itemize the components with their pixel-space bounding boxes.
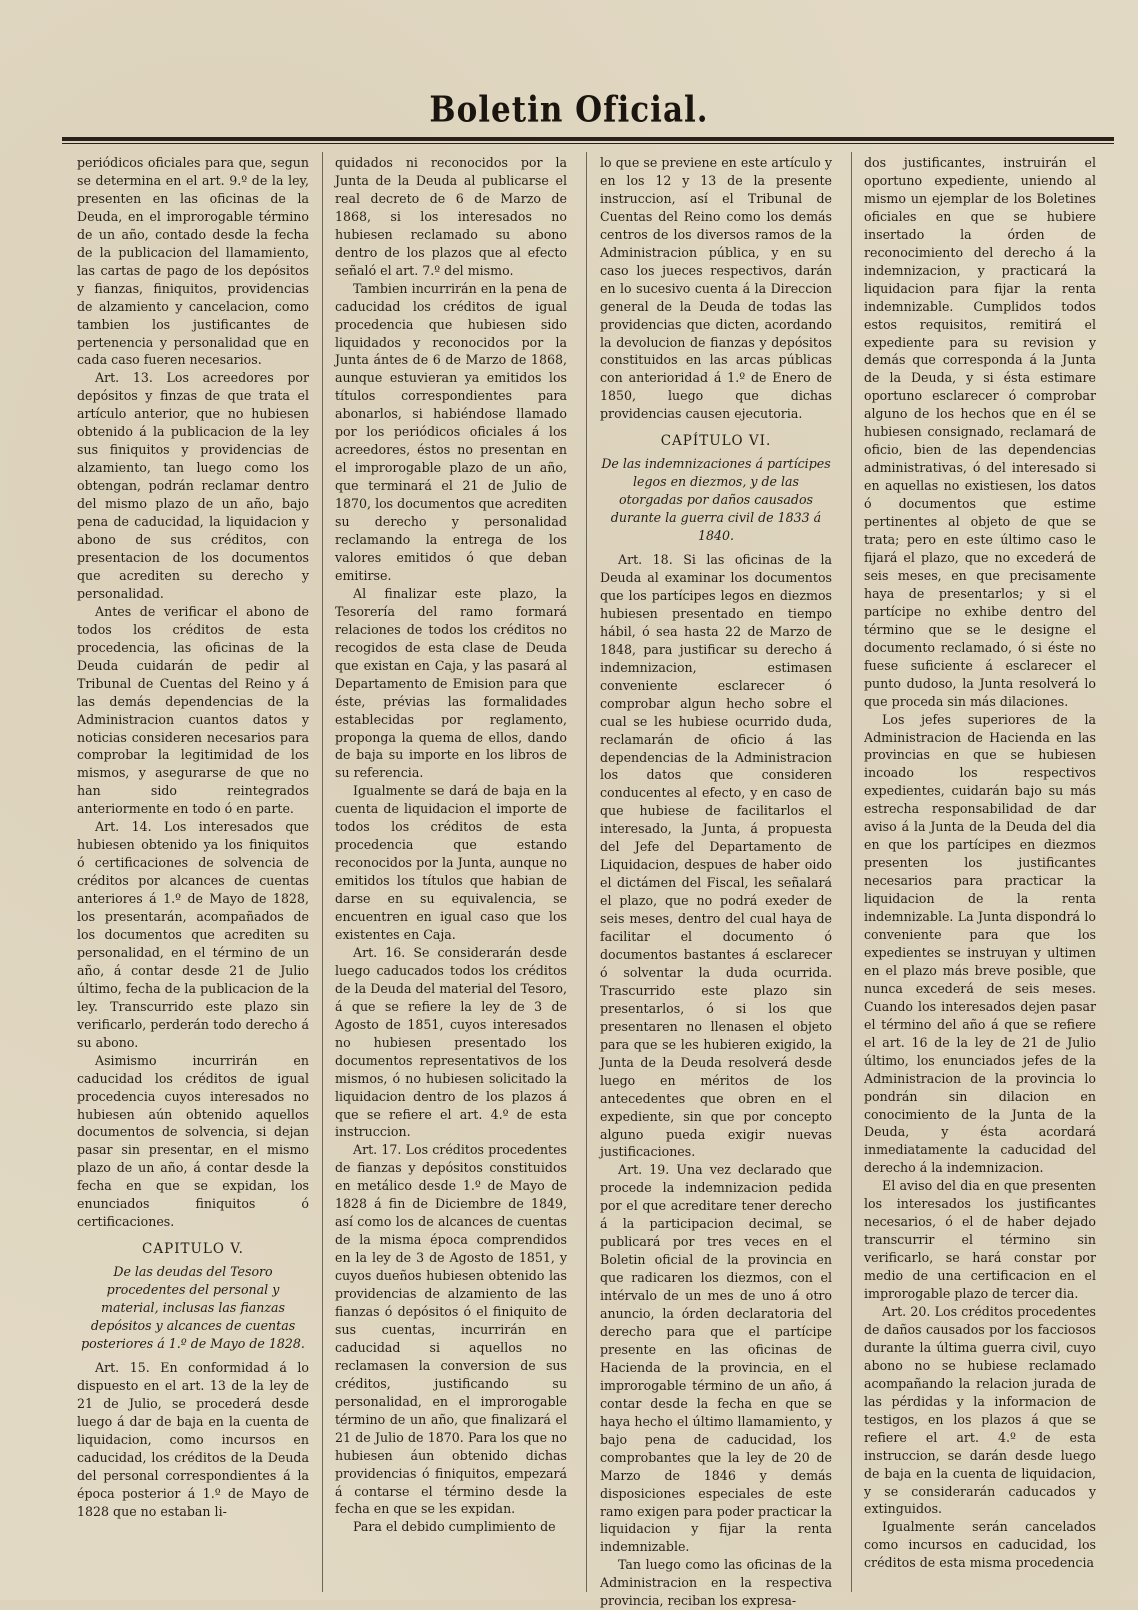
text-column-1 — [77, 154, 309, 1594]
column-divider — [851, 152, 852, 1592]
chapter-heading: CAPITULO V. — [142, 1241, 244, 1258]
paragraph: Al finalizar este plazo, la Tesorería del ramo formará relaciones de todos los créditos no recogidos de esta clase de Deuda que existan en Caja, y las pasará al Departamento de Emision para que éste, prévias las formalidades establecidas por reglamento, proponga la quema de ellos, dando de baja su importe en los libros de su referencia. — [335, 585, 567, 781]
paragraph: Tan luego como las oficinas de la Administracion en la respectiva provincia, reciban los expresa- — [600, 1557, 832, 1609]
chapter-subtitle: De las indemnizaciones á partícipes legos en diezmos, y de las otorgadas por daños causados durante la guerra civil de 1833 á 1840. — [601, 456, 831, 544]
paragraph: El aviso del dia en que presenten los interesados los justificantes necesarios, ó el de haber dejado transcurrir el término sin verificarlo, se hará constar por medio de una certificacion en el improrogable plazo de tercer dia. — [864, 1178, 1096, 1302]
text-column-2 — [335, 154, 567, 1594]
paragraph: lo que se previene en este artículo y en los 12 y 13 de la presente instruccion, así el Tribunal de Cuentas del Reino como los demás centros de los diversos ramos de la Administracion pública, y en su caso los jueces respectivos, darán en lo sucesivo cuenta á la Direccion general de la Deuda de todas las providencias que dicten, acordando la devolucion de fianzas y depósitos constituidos en las arcas públicas con anterioridad á 1.º de Enero de 1850, luego que dichas providencias causen ejecutoria. — [600, 155, 832, 422]
masthead-rule-thin — [62, 143, 1114, 144]
paragraph: Art. 16. Se considerarán desde luego caducados todos los créditos de la Deuda del material del Tesoro, á que se refiere la ley de 3 de Agosto de 1851, cuyos interesados no hubiesen presentado los documentos representativos de los mismos, ó no hubiesen solicitado la liquidacion dentro de los plazos á que se refiere el art. 4.º de esta instruccion. — [335, 944, 567, 1140]
paragraph: quidados ni reconocidos por la Junta de la Deuda al publicarse el real decreto de 6 de Marzo de 1868, si los interesados no hubiesen reclamado su abono dentro de los plazos que al efecto señaló el art. 7.º del mismo. — [335, 155, 567, 278]
masthead: Boletin Oficial. — [429, 89, 709, 131]
paragraph: Art. 15. En conformidad á lo dispuesto en el art. 13 de la ley de 21 de Julio, se procederá desde luego á dar de baja en la cuenta de liquidacion, como incursos en caducidad, los créditos de la Deuda del personal correspondientes á la época posterior á 1.º de Mayo de 1828 que no estaban li- — [77, 1359, 309, 1519]
paragraph: Los jefes superiores de la Administracion de Hacienda en las provincias en que se hubiesen incoado los respectivos expedientes, cuidarán bajo su más estrecha responsabilidad de dar aviso á la Junta de la Deuda del dia en que los partícipes en diezmos presenten los justificantes necesarios para practicar la liquidacion de la renta indemnizable. La Junta dispondrá lo conveniente para que los expedientes se instruyan y ultimen en el plazo más breve posible, que nunca excederá de seis meses. Cuando los interesados dejen pasar el término del año á que se refiere el art. 16 de la ley de 21 de Julio último, los enunciados jefes de la Administracion de la provincia lo pondrán sin dilacion en conocimiento de la Junta de la Deuda, y ésta acordará inmediatamente la caducidad del derecho á la indemnizacion. — [864, 711, 1096, 1176]
text-column-4 — [864, 154, 1096, 1594]
chapter-subtitle: De las deudas del Tesoro procedentes del personal y material, inclusas las fianzas depósitos y alcances de cuentas posteriores á 1.º de Mayo de 1828. — [81, 1264, 305, 1351]
masthead-rule — [62, 137, 1114, 141]
paragraph: Igualmente se dará de baja en la cuenta de liquidacion el importe de todos los créditos de esta procedencia que estando reconocidos por la Junta, aunque no emitidos los títulos que habian de darse en su equivalencia, se encuentren en igual caso que los existentes en Caja. — [335, 783, 567, 942]
paragraph: Art. 17. Los créditos procedentes de fianzas y depósitos constituidos en metálico desde 1.º de Mayo de 1828 á fin de Diciembre de 1849, así como los de alcances de cuentas de la misma época comprendidos en la ley de 3 de Agosto de 1851, y cuyos dueños hubiesen obtenido las providencias de alzamiento de las fianzas ó depósitos ó el finiquito de sus cuentas, incurrirán en caducidad si aquellos no reclamasen la conversion de sus créditos, justificando su personalidad, en el improrogable término de un año, que finalizará el 21 de Julio de 1870. Para los que no hubiesen áun obtenido dichas providencias ó finiquitos, empezará á contarse el término desde la fecha en que se les expidan. — [335, 1142, 567, 1517]
paragraph: Asimismo incurrirán en caducidad los créditos de igual procedencia cuyos interesados no hubiesen aún obtenido aquellos documentos de solvencia, si dejan pasar sin presentar, en el mismo plazo de un año, á contar desde la fecha en que se expidan, los enunciados finiquitos ó certificaciones. — [77, 1052, 309, 1230]
paragraph: Para el debido cumplimiento de — [353, 1519, 556, 1535]
paragraph: Art. 19. Una vez declarado que procede la indemnizacion pedida por el que acreditare tener derecho á la participacion decimal, se publicará por tres veces en el Boletin oficial de la provincia en que radicaren los diezmos, con el intérvalo de un mes de uno á otro anuncio, la órden declaratoria del derecho para que el partícipe presente en las oficinas de Hacienda de la provincia, en el improrogable término de un año, á contar desde la fecha en que se haya hecho el último llamamiento, y bajo pena de caducidad, los comprobantes que la ley de 20 de Marzo de 1846 y demás disposiciones especiales de este ramo exigen para poder practicar la liquidacion y fijar la renta indemnizable. — [600, 1162, 832, 1555]
paragraph: Art. 18. Si las oficinas de la Deuda al examinar los documentos que los partícipes legos en diezmos hubiesen presentado en tiempo hábil, ó sea hasta 22 de Marzo de 1848, para justificar su derecho á indemnizacion, estimasen conveniente esclarecer ó comprobar algun hecho sobre el cual se les hubiese ocurrido duda, reclamarán de oficio á las dependencias de la Administracion los datos que consideren conducentes al efecto, y en caso de que hubiese de facilitarlos el interesado, la Junta, á propuesta del Jefe del Departamento de Liquidacion, despues de haber oido el dictámen del Fiscal, les señalará el plazo, que no podrá exeder de seis meses, dentro del cual haya de facilitar el documento ó documentos bastantes á esclarecer ó solventar la duda ocurrida. Trascurrido este plazo sin presentarlos, ó si los que presentaren no llenasen el objeto para que se les hubieren exigido, la Junta de la Deuda resolverá desde luego en méritos de los antecedentes que obren en el expediente, sin que por concepto alguno pueda exigir nuevas justificaciones. — [600, 552, 832, 1160]
paragraph: Art. 14. Los interesados que hubiesen obtenido ya los finiquitos ó certificaciones de solvencia de créditos por alcances de cuentas anteriores á 1.º de Mayo de 1828, los presentarán, acompañados de los documentos que acrediten su personalidad, en el término de un año, á contar desde 21 de Julio último, fecha de la publicacion de la ley. Transcurrido este plazo sin verificarlo, perderán todo derecho á su abono. — [77, 819, 309, 1050]
paragraph: Tambien incurrirán en la pena de caducidad los créditos de igual procedencia que hubiesen sido liquidados y reconocidos por la Junta ántes de 6 de Marzo de 1868, aunque estuvieran ya emitidos los títulos correspondientes para abonarlos, si habiéndose llamado por los periódicos oficiales á los acreedores, éstos no presentan en el improrogable plazo de un año, que terminará el 21 de Julio de 1870, los documentos que acrediten su derecho y personalidad reclamando la entrega de los valores emitidos ó que deban emitirse. — [335, 280, 567, 583]
chapter-heading: CAPÍTULO VI. — [660, 433, 772, 450]
paragraph: periódicos oficiales para que, segun se determina en el art. 9.º de la ley, presenten en las oficinas de la Deuda, en el improrogable término de un año, contado desde la fecha de la publicacion del llamamiento, las cartas de pago de los depósitos y fianzas, finiquitos, providencias de alzamiento y cancelacion, como tambien los justificantes de pertenencia y personalidad que en cada caso fueren necesarios. — [77, 155, 309, 368]
paragraph: Igualmente serán cancelados como incursos en caducidad, los créditos de esta misma procedencia — [864, 1519, 1096, 1571]
paragraph: dos justificantes, instruirán el oportuno expediente, uniendo al mismo un ejemplar de los Boletines oficiales en que se hubiere insertado la órden de reconocimiento del derecho á la indemnizacion, y practicará la liquidacion para fijar la renta indemnizable. Cumplidos todos estos requisitos, remitirá el expediente para su revision y demás que corresponda á la Junta de la Deuda, y si ésta estimare oportuno esclarecer ó comprobar alguno de los hechos que en él se hubiesen consignado, reclamará de oficio, bien de las dependencias administrativas, ó del interesado si en aquellas no existiesen, los datos ó documentos que estime pertinentes al objeto de que se trata; pero en este último caso le fijará el plazo, que no excederá de seis meses, en que precisamente haya de presentarlos; y si el partícipe no exhibe dentro del término que se le designe el documento reclamado, ó si éste no fuese suficiente á esclarecer el punto dudoso, la Junta resolverá lo que proceda sin más dilaciones. — [864, 155, 1096, 709]
paragraph: Art. 13. Los acreedores por depósitos y finzas de que trata el artículo anterior, que no hubiesen obtenido á la publicacion de la ley sus finiquitos y providencias de alzamiento, tan luego como los obtengan, podrán reclamar dentro del mismo plazo de un año, bajo pena de caducidad, la liquidacion y abono de sus créditos, con presentacion de los documentos que acrediten su derecho y personalidad. — [77, 370, 309, 601]
column-divider — [586, 152, 587, 1592]
paragraph: Art. 20. Los créditos procedentes de daños causados por los facciosos durante la última guerra civil, cuyo abono no se hubiese reclamado acompañando la relacion jurada de las pérdidas y la informacion de testigos, en los plazos á que se refiere el art. 4.º de esta instruccion, se darán desde luego de baja en la cuenta de liquidacion, y se considerarán caducados y extinguidos. — [864, 1304, 1096, 1517]
paragraph: Antes de verificar el abono de todos los créditos de esta procedencia, las oficinas de la Deuda cuidarán de pedir al Tribunal de Cuentas del Reino y á las demás dependencias de la Administracion cuantos datos y noticias consideren necesarios para comprobar la legitimidad de los mismos, y asegurarse de que no han sido reintegrados anteriormente en todo ó en parte. — [77, 603, 309, 817]
column-divider — [322, 152, 323, 1592]
text-column-3 — [600, 154, 832, 1609]
